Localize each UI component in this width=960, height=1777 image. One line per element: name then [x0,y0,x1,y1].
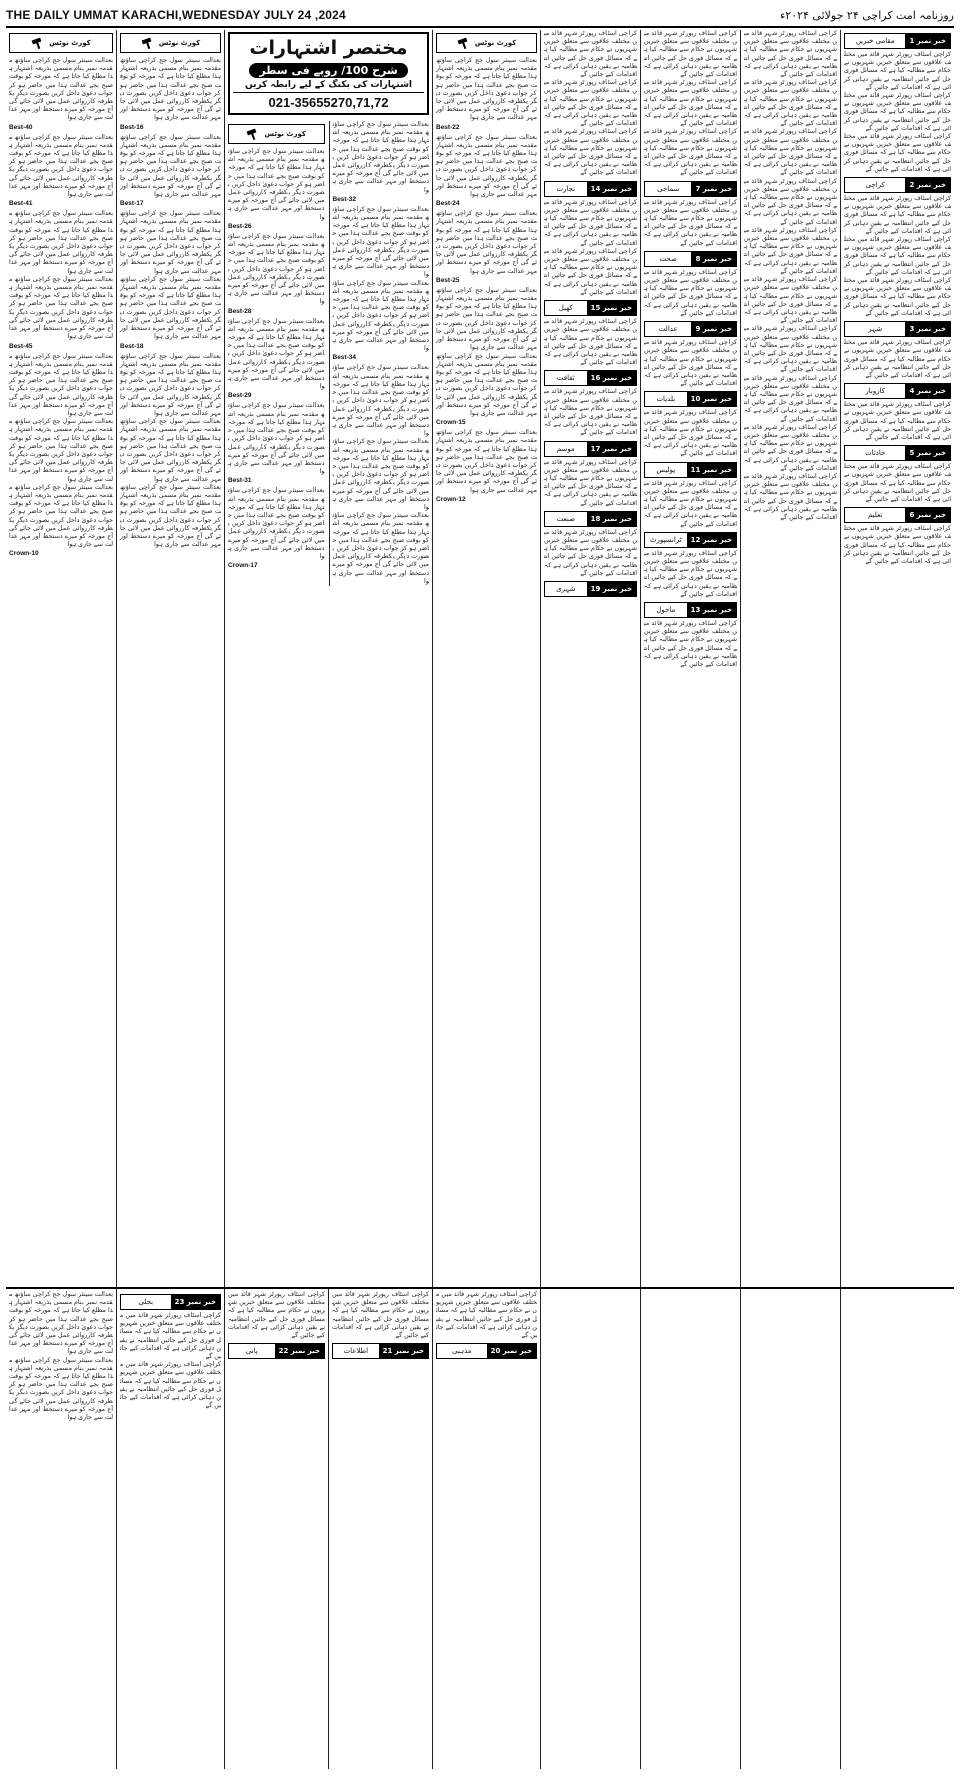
news-text: کراچی اسٹاف رپورٹر شہر قائد میں مختلف علاقوں سے متعلق خبریں شہریوں نے حکام سے مطالبہ کیا ہے کہ مسائل فوری حل کیے جائیں انتظامیہ نے یقین دہانی کرائی ہے کہ اقدامات کیے جائیں گے [332,1291,429,1340]
notice-text: بعدالت سینئر سول جج کراچی ساؤتھ مقدمہ نمبر بنام مسمی بذریعہ اشتہار ہذا مطلع کیا جاتا ہے کہ مورخہ کو بوقت صبح بجے عدالت ہذا میں حاضر ہو کر جواب دعویٰ داخل کریں بصورت دیگر یکطرفہ کارروائی عمل میں لائی جائے گی آج مورخہ کو میرے دستخط اور مہر عدالت سے جاری ہوا [436,429,537,494]
notice-code: Best-26 [228,222,252,230]
notice-code: Best-40 [9,123,33,131]
news-text: کراچی اسٹاف رپورٹر شہر قائد میں مختلف علاقوں سے متعلق خبریں شہریوں نے حکام سے مطالبہ کیا ہے کہ مسائل فوری حل کیے جائیں انتظامیہ نے یقین دہانی کرائی ہے کہ اقدامات کیے جائیں گے [544,388,637,437]
news-item-header: خبر نمبر 19 شہری [544,581,637,597]
columns-area [6,30,954,1769]
news-text: کراچی اسٹاف رپورٹر شہر قائد میں مختلف علاقوں سے متعلق خبریں شہریوں نے حکام سے مطالبہ کیا ہے کہ مسائل فوری حل کیے جائیں انتظامیہ نے یقین دہانی کرائی ہے کہ اقدامات کیے جائیں گے [436,1291,537,1340]
ad-rate: شرح 100/ روپے فی سطر [249,63,407,78]
news-text: کراچی اسٹاف رپورٹر شہر قائد میں مختلف علاقوں سے متعلق خبریں شہریوں نے حکام سے مطالبہ کیا ہے کہ مسائل فوری حل کیے جائیں انتظامیہ نے یقین دہانی کرائی ہے کہ اقدامات کیے جائیں گے [120,1361,221,1410]
notice-code: Crown-15 [436,419,466,427]
notice-text: بعدالت سینئر سول جج کراچی ساؤتھ مقدمہ نمبر بنام مسمی بذریعہ اشتہار ہذا مطلع کیا جاتا ہے کہ مورخہ کو بوقت صبح بجے عدالت ہذا میں حاضر ہو کر جواب دعویٰ داخل کریں بصورت دیگر یکطرفہ کارروائی عمل میں لائی جائے گی آج مورخہ کو میرے دستخط اور مہر عدالت سے جاری ہوا [9,483,113,549]
notice-text: بعدالت سینئر سول جج کراچی ساؤتھ مقدمہ نمبر بنام مسمی بذریعہ اشتہار ہذا مطلع کیا جاتا ہے کہ مورخہ کو بوقت صبح بجے عدالت ہذا میں حاضر ہو کر جواب دعویٰ داخل کریں بصورت دیگر یکطرفہ کارروائی عمل میں لائی جائے گی آج مورخہ کو میرے دستخط اور مہر عدالت سے جاری ہوا [332,205,429,279]
notice-code: Best-18 [120,342,144,350]
notice-text: بعدالت سینئر سول جج کراچی ساؤتھ مقدمہ نمبر بنام مسمی بذریعہ اشتہار ہذا مطلع کیا جاتا ہے کہ مورخہ کو بوقت صبح بجے عدالت ہذا میں حاضر ہو کر جواب دعویٰ داخل کریں بصورت دیگر یکطرفہ کارروائی عمل میں لائی جائے گی آج مورخہ کو میرے دستخط اور مہر عدالت سے جاری ہوا [228,402,325,476]
notice-text: بعدالت سینئر سول جج کراچی ساؤتھ مقدمہ نمبر بنام مسمی بذریعہ اشتہار ہذا مطلع کیا جاتا ہے کہ مورخہ کو بوقت صبح بجے عدالت ہذا میں حاضر ہو کر جواب دعویٰ داخل کریں بصورت دیگر یکطرفہ کارروائی عمل میں لائی جائے گی آج مورخہ کو میرے دستخط اور مہر عدالت سے جاری ہوا [9,418,113,483]
news-item-header: خبر نمبر 3 شہر [844,321,951,337]
news-text: کراچی اسٹاف رپورٹر شہر قائد میں مختلف علاقوں سے متعلق خبریں شہریوں نے حکام سے مطالبہ کیا ہے کہ مسائل فوری حل کیے جائیں انتظامیہ نے یقین دہانی کرائی ہے کہ اقدامات کیے جائیں گے [744,374,837,423]
news-text: کراچی اسٹاف رپورٹر شہر قائد میں مختلف علاقوں سے متعلق خبریں شہریوں نے حکام سے مطالبہ کیا ہے کہ مسائل فوری حل کیے جائیں انتظامیہ نے یقین دہانی کرائی ہے کہ اقدامات کیے جائیں گے [844,236,951,276]
notice-text: بعدالت سینئر سول جج کراچی ساؤتھ مقدمہ نمبر بنام مسمی بذریعہ اشتہار ہذا مطلع کیا جاتا ہے کہ مورخہ کو بوقت صبح بجے عدالت ہذا میں حاضر ہو کر جواب دعویٰ داخل کریں بصورت دیگر یکطرفہ کارروائی عمل میں لائی جائے گی آج مورخہ کو میرے دستخط اور مہر عدالت سے جاری ہوا [9,57,113,122]
court-notice-header: کورٹ نوٹس [9,33,113,53]
bottom-strip [6,1287,954,1769]
news-text: کراچی اسٹاف رپورٹر شہر قائد میں مختلف علاقوں سے متعلق خبریں شہریوں نے حکام سے مطالبہ کیا ہے کہ مسائل فوری حل کیے جائیں انتظامیہ نے یقین دہانی کرائی ہے کہ اقدامات کیے جائیں گے [844,401,951,441]
notice-text: بعدالت سینئر سول جج کراچی ساؤتھ مقدمہ نمبر بنام مسمی بذریعہ اشتہار ہذا مطلع کیا جاتا ہے کہ مورخہ کو بوقت صبح بجے عدالت ہذا میں حاضر ہو کر جواب دعویٰ داخل کریں بصورت دیگر یکطرفہ کارروائی عمل میں لائی جائے گی آج مورخہ کو میرے دستخط اور مہر عدالت سے جاری ہوا [120,483,221,549]
gavel-icon [457,38,471,48]
notice-code: Crown-12 [436,495,466,503]
news-text: کراچی اسٹاف رپورٹر شہر قائد میں مختلف علاقوں سے متعلق خبریں شہریوں نے حکام سے مطالبہ کیا ہے کہ مسائل فوری حل کیے جائیں انتظامیہ نے یقین دہانی کرائی ہے کہ اقدامات کیے جائیں گے [844,525,951,565]
notice-text: بعدالت سینئر سول جج کراچی ساؤتھ مقدمہ نمبر بنام مسمی بذریعہ اشتہار ہذا مطلع کیا جاتا ہے کہ مورخہ کو بوقت صبح بجے عدالت ہذا میں حاضر ہو کر جواب دعویٰ داخل کریں بصورت دیگر یکطرفہ کارروائی عمل میں لائی جائے گی آج مورخہ کو میرے دستخط اور مہر عدالت سے جاری ہوا [228,232,325,306]
notice-text: بعدالت سینئر سول جج کراچی ساؤتھ مقدمہ نمبر بنام مسمی بذریعہ اشتہار ہذا مطلع کیا جاتا ہے کہ مورخہ کو بوقت صبح بجے عدالت ہذا میں حاضر ہو کر جواب دعویٰ داخل کریں بصورت دیگر یکطرفہ کارروائی عمل میں لائی جائے گی آج مورخہ کو میرے دستخط اور مہر عدالت سے جاری ہوا [332,279,429,353]
notice-text: بعدالت سینئر سول جج کراچی ساؤتھ مقدمہ نمبر بنام مسمی بذریعہ اشتہار ہذا مطلع کیا جاتا ہے کہ مورخہ کو بوقت صبح بجے عدالت ہذا میں حاضر ہو کر جواب دعویٰ داخل کریں بصورت دیگر یکطرفہ کارروائی عمل میں لائی جائے گی آج مورخہ کو میرے دستخط اور مہر عدالت سے جاری ہوا [332,121,429,194]
notice-text: بعدالت سینئر سول جج کراچی ساؤتھ مقدمہ نمبر بنام مسمی بذریعہ اشتہار ہذا مطلع کیا جاتا ہے کہ مورخہ کو بوقت صبح بجے عدالت ہذا میں حاضر ہو کر جواب دعویٰ داخل کریں بصورت دیگر یکطرفہ کارروائی عمل میں لائی جائے گی آج مورخہ کو میرے دستخط اور مہر عدالت سے جاری ہوا [436,286,537,352]
notice-text: بعدالت سینئر سول جج کراچی ساؤتھ مقدمہ نمبر بنام مسمی بذریعہ اشتہار ہذا مطلع کیا جاتا ہے کہ مورخہ کو بوقت صبح بجے عدالت ہذا میں حاضر ہو کر جواب دعویٰ داخل کریں بصورت دیگر یکطرفہ کارروائی عمل میں لائی جائے گی آج مورخہ کو میرے دستخط اور مہر عدالت سے جاری ہوا [332,364,429,438]
notice-code: Best-29 [228,392,252,400]
news-text: کراچی اسٹاف رپورٹر شہر قائد میں مختلف علاقوں سے متعلق خبریں شہریوں نے حکام سے مطالبہ کیا ہے کہ مسائل فوری حل کیے جائیں انتظامیہ نے یقین دہانی کرائی ہے کہ اقدامات کیے جائیں گے [544,528,637,577]
notice-text: بعدالت سینئر سول جج کراچی ساؤتھ مقدمہ نمبر بنام مسمی بذریعہ اشتہار ہذا مطلع کیا جاتا ہے کہ مورخہ کو بوقت صبح بجے عدالت ہذا میں حاضر ہو کر جواب دعویٰ داخل کریں بصورت دیگر یکطرفہ کارروائی عمل میں لائی جائے گی آج مورخہ کو میرے دستخط اور مہر عدالت سے جاری ہوا [332,512,429,585]
notice-text: بعدالت سینئر سول جج کراچی ساؤتھ مقدمہ نمبر بنام مسمی بذریعہ اشتہار ہذا مطلع کیا جاتا ہے کہ مورخہ کو بوقت صبح بجے عدالت ہذا میں حاضر ہو کر جواب دعویٰ داخل کریں بصورت دیگر یکطرفہ کارروائی عمل میں لائی جائے گی آج مورخہ کو میرے دستخط اور مہر عدالت سے جاری ہوا [120,133,221,199]
gavel-icon [31,38,45,48]
bottom-col-4 [328,1289,432,1769]
bottom-col-1 [6,1289,116,1769]
news-text: کراچی اسٹاف رپورٹر شہر قائد میں مختلف علاقوں سے متعلق خبریں شہریوں نے حکام سے مطالبہ کیا ہے کہ مسائل فوری حل کیے جائیں انتظامیہ نے یقین دہانی کرائی ہے کہ اقدامات کیے جائیں گے [744,325,837,374]
news-text: کراچی اسٹاف رپورٹر شہر قائد میں مختلف علاقوں سے متعلق خبریں شہریوں نے حکام سے مطالبہ کیا ہے کہ مسائل فوری حل کیے جائیں انتظامیہ نے یقین دہانی کرائی ہے کہ اقدامات کیے جائیں گے [644,128,737,177]
notice-code: Crown-17 [228,562,258,570]
news-text: کراچی اسٹاف رپورٹر شہر قائد میں مختلف علاقوں سے متعلق خبریں شہریوں نے حکام سے مطالبہ کیا ہے کہ مسائل فوری حل کیے جائیں انتظامیہ نے یقین دہانی کرائی ہے کہ اقدامات کیے جائیں گے [744,276,837,325]
court-notice-header: کورٹ نوٹس [120,33,221,53]
notice-code: Best-34 [332,354,356,362]
news-text: کراچی اسٹاف رپورٹر شہر قائد میں مختلف علاقوں سے متعلق خبریں شہریوں نے حکام سے مطالبہ کیا ہے کہ مسائل فوری حل کیے جائیں انتظامیہ نے یقین دہانی کرائی ہے کہ اقدامات کیے جائیں گے [644,619,737,668]
news-item-header: خبر نمبر 13 ماحول [644,602,737,618]
news-item-header: خبر نمبر 5 حادثات [844,445,951,461]
notice-code: Best-41 [9,200,33,208]
notice-text: بعدالت سینئر سول جج کراچی ساؤتھ مقدمہ نمبر بنام مسمی بذریعہ اشتہار ہذا مطلع کیا جاتا ہے کہ مورخہ کو بوقت صبح بجے عدالت ہذا میں حاضر ہو کر جواب دعویٰ داخل کریں بصورت دیگر یکطرفہ کارروائی عمل میں لائی جائے گی آج مورخہ کو میرے دستخط اور مہر عدالت سے جاری ہوا [9,1291,113,1356]
news-item-header: خبر نمبر 1 مقامی خبریں [844,33,951,49]
news-item-header: خبر نمبر 23 بجلی [120,1294,221,1310]
masthead-english: THE DAILY UMMAT KARACHI,WEDNESDAY JULY 24 ,2024 [6,8,346,22]
news-text: کراچی اسٹاف رپورٹر شہر قائد میں مختلف علاقوں سے متعلق خبریں شہریوں نے حکام سے مطالبہ کیا ہے کہ مسائل فوری حل کیے جائیں انتظامیہ نے یقین دہانی کرائی ہے کہ اقدامات کیے جائیں گے [844,277,951,317]
notice-text: بعدالت سینئر سول جج کراچی ساؤتھ مقدمہ نمبر بنام مسمی بذریعہ اشتہار ہذا مطلع کیا جاتا ہے کہ مورخہ کو بوقت صبح بجے عدالت ہذا میں حاضر ہو کر جواب دعویٰ داخل کریں بصورت دیگر یکطرفہ کارروائی عمل میں لائی جائے گی آج مورخہ کو میرے دستخط اور مہر عدالت سے جاری ہوا [436,352,537,417]
bottom-col-5 [432,1289,540,1769]
news-item-header: خبر نمبر 6 تعلیم [844,507,951,523]
court-notice-header: کورٹ نوٹس [436,33,537,53]
news-item-header: خبر نمبر 8 صحت [644,251,737,267]
notice-text: بعدالت سینئر سول جج کراچی ساؤتھ مقدمہ نمبر بنام مسمی بذریعہ اشتہار ہذا مطلع کیا جاتا ہے کہ مورخہ کو بوقت صبح بجے عدالت ہذا میں حاضر ہو کر جواب دعویٰ داخل کریں بصورت دیگر یکطرفہ کارروائی عمل میں لائی جائے گی آج مورخہ کو میرے دستخط اور مہر عدالت سے جاری ہوا [228,317,325,391]
news-text: کراچی اسٹاف رپورٹر شہر قائد میں مختلف علاقوں سے متعلق خبریں شہریوں نے حکام سے مطالبہ کیا ہے کہ مسائل فوری حل کیے جائیں انتظامیہ نے یقین دہانی کرائی ہے کہ اقدامات کیے جائیں گے [844,92,951,132]
notice-text: بعدالت سینئر سول جج کراچی ساؤتھ مقدمہ نمبر بنام مسمی بذریعہ اشتہار ہذا مطلع کیا جاتا ہے کہ مورخہ کو بوقت صبح بجے عدالت ہذا میں حاضر ہو کر جواب دعویٰ داخل کریں بصورت دیگر یکطرفہ کارروائی عمل میں لائی جائے گی آج مورخہ کو میرے دستخط اور مہر عدالت سے جاری ہوا [9,352,113,417]
notice-text: بعدالت سینئر سول جج کراچی ساؤتھ مقدمہ نمبر بنام مسمی بذریعہ اشتہار ہذا مطلع کیا جاتا ہے کہ مورخہ کو بوقت صبح بجے عدالت ہذا میں حاضر ہو کر جواب دعویٰ داخل کریں بصورت دیگر یکطرفہ کارروائی عمل میں لائی جائے گی آج مورخہ کو میرے دستخط اور مہر عدالت سے جاری ہوا [9,133,113,199]
notice-text: بعدالت سینئر سول جج کراچی ساؤتھ مقدمہ نمبر بنام مسمی بذریعہ اشتہار ہذا مطلع کیا جاتا ہے کہ مورخہ کو بوقت صبح بجے عدالت ہذا میں حاضر ہو کر جواب دعویٰ داخل کریں بصورت دیگر یکطرفہ کارروائی عمل میں لائی جائے گی آج مورخہ کو میرے دستخط اور مہر عدالت سے جاری ہوا [120,275,221,341]
news-text: کراچی اسٹاف رپورٹر شہر قائد میں مختلف علاقوں سے متعلق خبریں شہریوں نے حکام سے مطالبہ کیا ہے کہ مسائل فوری حل کیے جائیں انتظامیہ نے یقین دہانی کرائی ہے کہ اقدامات کیے جائیں گے [644,409,737,458]
news-item-header: خبر نمبر 22 پانی [228,1343,325,1359]
news-item-header: خبر نمبر 20 مذہبی [436,1343,537,1359]
notice-code: Best-24 [436,200,460,208]
notice-code: Best-25 [436,276,460,284]
news-text: کراچی اسٹاف رپورٹر شہر قائد میں مختلف علاقوں سے متعلق خبریں شہریوں نے حکام سے مطالبہ کیا ہے کہ مسائل فوری حل کیے جائیں انتظامیہ نے یقین دہانی کرائی ہے کہ اقدامات کیے جائیں گے [120,1312,221,1361]
notice-code: Best-28 [228,307,252,315]
news-text: کراچی اسٹاف رپورٹر شہر قائد میں مختلف علاقوں سے متعلق خبریں شہریوں نے حکام سے مطالبہ کیا ہے کہ مسائل فوری حل کیے جائیں انتظامیہ نے یقین دہانی کرائی ہے کہ اقدامات کیے جائیں گے [544,128,637,177]
notice-text: بعدالت سینئر سول جج کراچی ساؤتھ مقدمہ نمبر بنام مسمی بذریعہ اشتہار ہذا مطلع کیا جاتا ہے کہ مورخہ کو بوقت صبح بجے عدالت ہذا میں حاضر ہو کر جواب دعویٰ داخل کریں بصورت دیگر یکطرفہ کارروائی عمل میں لائی جائے گی آج مورخہ کو میرے دستخط اور مہر عدالت سے جاری ہوا [9,1356,113,1422]
news-text: کراچی اسٹاف رپورٹر شہر قائد میں مختلف علاقوں سے متعلق خبریں شہریوں نے حکام سے مطالبہ کیا ہے کہ مسائل فوری حل کیے جائیں انتظامیہ نے یقین دہانی کرائی ہے کہ اقدامات کیے جائیں گے [228,1291,325,1340]
news-text: کراچی اسٹاف رپورٹر شہر قائد میں مختلف علاقوں سے متعلق خبریں شہریوں نے حکام سے مطالبہ کیا ہے کہ مسائل فوری حل کیے جائیں انتظامیہ نے یقین دہانی کرائی ہے کہ اقدامات کیے جائیں گے [644,30,737,79]
news-item-header: خبر نمبر 12 ٹرانسپورٹ [644,532,737,548]
notice-code: Best-17 [120,200,144,208]
news-text: کراچی اسٹاف رپورٹر شہر قائد میں مختلف علاقوں سے متعلق خبریں شہریوں نے حکام سے مطالبہ کیا ہے کہ مسائل فوری حل کیے جائیں انتظامیہ نے یقین دہانی کرائی ہے کہ اقدامات کیے جائیں گے [644,198,737,247]
notice-text: بعدالت سینئر سول جج کراچی ساؤتھ مقدمہ نمبر بنام مسمی بذریعہ اشتہار ہذا مطلع کیا جاتا ہے کہ مورخہ کو بوقت صبح بجے عدالت ہذا میں حاضر ہو کر جواب دعویٰ داخل کریں بصورت دیگر یکطرفہ کارروائی عمل میں لائی جائے گی آج مورخہ کو میرے دستخط اور مہر عدالت سے جاری ہوا [436,133,537,199]
news-text: کراچی اسٹاف رپورٹر شہر قائد میں مختلف علاقوں سے متعلق خبریں شہریوں نے حکام سے مطالبہ کیا ہے کہ مسائل فوری حل کیے جائیں انتظامیہ نے یقین دہانی کرائی ہے کہ اقدامات کیے جائیں گے [844,133,951,173]
news-text: کراچی اسٹاف رپورٹر شہر قائد میں مختلف علاقوں سے متعلق خبریں شہریوں نے حکام سے مطالبہ کیا ہے کہ مسائل فوری حل کیے جائیں انتظامیہ نے یقین دہانی کرائی ہے کہ اقدامات کیے جائیں گے [744,226,837,275]
news-text: کراچی اسٹاف رپورٹر شہر قائد میں مختلف علاقوں سے متعلق خبریں شہریوں نے حکام سے مطالبہ کیا ہے کہ مسائل فوری حل کیے جائیں انتظامیہ نے یقین دہانی کرائی ہے کہ اقدامات کیے جائیں گے [544,198,637,247]
news-text: کراچی اسٹاف رپورٹر شہر قائد میں مختلف علاقوں سے متعلق خبریں شہریوں نے حکام سے مطالبہ کیا ہے کہ مسائل فوری حل کیے جائیں انتظامیہ نے یقین دہانی کرائی ہے کہ اقدامات کیے جائیں گے [644,549,737,598]
news-item-header: خبر نمبر 11 پولیس [644,462,737,478]
notice-text: بعدالت سینئر سول جج کراچی ساؤتھ مقدمہ نمبر بنام مسمی بذریعہ اشتہار ہذا مطلع کیا جاتا ہے کہ مورخہ کو بوقت صبح بجے عدالت ہذا میں حاضر ہو کر جواب دعویٰ داخل کریں بصورت دیگر یکطرفہ کارروائی عمل میں لائی جائے گی آج مورخہ کو میرے دستخط اور مہر عدالت سے جاری ہوا [120,57,221,122]
news-text: کراچی اسٹاف رپورٹر شہر قائد میں مختلف علاقوں سے متعلق خبریں شہریوں نے حکام سے مطالبہ کیا ہے کہ مسائل فوری حل کیے جائیں انتظامیہ نے یقین دہانی کرائی ہے کہ اقدامات کیے جائیں گے [844,195,951,235]
notice-code: Best-22 [436,123,460,131]
news-text: کراچی اسٹاف رپورٹر شہر قائد میں مختلف علاقوں سے متعلق خبریں شہریوں نے حکام سے مطالبہ کیا ہے کہ مسائل فوری حل کیے جائیں انتظامیہ نے یقین دہانی کرائی ہے کہ اقدامات کیے جائیں گے [644,268,737,317]
news-text: کراچی اسٹاف رپورٹر شہر قائد میں مختلف علاقوں سے متعلق خبریں شہریوں نے حکام سے مطالبہ کیا ہے کہ مسائل فوری حل کیے جائیں انتظامیہ نے یقین دہانی کرائی ہے کہ اقدامات کیے جائیں گے [544,79,637,128]
notice-code: Best-16 [120,123,144,131]
masthead [6,4,954,28]
news-item-header: خبر نمبر 18 صنعت [544,511,637,527]
notice-text: بعدالت سینئر سول جج کراچی ساؤتھ مقدمہ نمبر بنام مسمی بذریعہ اشتہار ہذا مطلع کیا جاتا ہے کہ مورخہ کو بوقت صبح بجے عدالت ہذا میں حاضر ہو کر جواب دعویٰ داخل کریں بصورت دیگر یکطرفہ کارروائی عمل میں لائی جائے گی آج مورخہ کو میرے دستخط اور مہر عدالت سے جاری ہوا [120,352,221,417]
ad-title: مختصر اشتہارات [249,37,408,59]
news-item-header: خبر نمبر 17 موسم [544,441,637,457]
ad-booking: اشتہارات کی بکنگ کے لیے رابطہ کریں [244,80,413,90]
news-text: کراچی اسٹاف رپورٹر شہر قائد میں مختلف علاقوں سے متعلق خبریں شہریوں نے حکام سے مطالبہ کیا ہے کہ مسائل فوری حل کیے جائیں انتظامیہ نے یقین دہانی کرائی ہے کہ اقدامات کیے جائیں گے [744,423,837,472]
masthead-urdu: روزنامہ امت کراچی ۲۴ جولائی ۲۰۲۴ء [780,8,954,22]
notice-code: Crown-10 [9,550,39,558]
news-item-header: خبر نمبر 7 سماجی [644,181,737,197]
news-text: کراچی اسٹاف رپورٹر شہر قائد میں مختلف علاقوں سے متعلق خبریں شہریوں نے حکام سے مطالبہ کیا ہے کہ مسائل فوری حل کیے جائیں انتظامیہ نے یقین دہانی کرائی ہے کہ اقدامات کیے جائیں گے [744,128,837,177]
notice-text: بعدالت سینئر سول جج کراچی ساؤتھ مقدمہ نمبر بنام مسمی بذریعہ اشتہار ہذا مطلع کیا جاتا ہے کہ مورخہ کو بوقت صبح بجے عدالت ہذا میں حاضر ہو کر جواب دعویٰ داخل کریں بصورت دیگر یکطرفہ کارروائی عمل میں لائی جائے گی آج مورخہ کو میرے دستخط اور مہر عدالت سے جاری ہوا [228,487,325,560]
news-item-header: خبر نمبر 14 تجارت [544,181,637,197]
news-text: کراچی اسٹاف رپورٹر شہر قائد میں مختلف علاقوں سے متعلق خبریں شہریوں نے حکام سے مطالبہ کیا ہے کہ مسائل فوری حل کیے جائیں انتظامیہ نے یقین دہانی کرائی ہے کہ اقدامات کیے جائیں گے [544,247,637,296]
notice-code: Best-32 [332,195,356,203]
notice-text: بعدالت سینئر سول جج کراچی ساؤتھ مقدمہ نمبر بنام مسمی بذریعہ اشتہار ہذا مطلع کیا جاتا ہے کہ مورخہ کو بوقت صبح بجے عدالت ہذا میں حاضر ہو کر جواب دعویٰ داخل کریں بصورت دیگر یکطرفہ کارروائی عمل میں لائی جائے گی آج مورخہ کو میرے دستخط اور مہر عدالت سے جاری ہوا [332,438,429,511]
notice-text: بعدالت سینئر سول جج کراچی ساؤتھ مقدمہ نمبر بنام مسمی بذریعہ اشتہار ہذا مطلع کیا جاتا ہے کہ مورخہ کو بوقت صبح بجے عدالت ہذا میں حاضر ہو کر جواب دعویٰ داخل کریں بصورت دیگر یکطرفہ کارروائی عمل میں لائی جائے گی آج مورخہ کو میرے دستخط اور مہر عدالت سے جاری ہوا [9,210,113,275]
news-text: کراچی اسٹاف رپورٹر شہر قائد میں مختلف علاقوں سے متعلق خبریں شہریوں نے حکام سے مطالبہ کیا ہے کہ مسائل فوری حل کیے جائیں انتظامیہ نے یقین دہانی کرائی ہے کہ اقدامات کیے جائیں گے [744,79,837,128]
notice-text: بعدالت سینئر سول جج کراچی ساؤتھ مقدمہ نمبر بنام مسمی بذریعہ اشتہار ہذا مطلع کیا جاتا ہے کہ مورخہ کو بوقت صبح بجے عدالت ہذا میں حاضر ہو کر جواب دعویٰ داخل کریں بصورت دیگر یکطرفہ کارروائی عمل میں لائی جائے گی آج مورخہ کو میرے دستخط اور مہر عدالت سے جاری ہوا [436,210,537,275]
news-item-header: خبر نمبر 10 بلدیات [644,391,737,407]
news-text: کراچی اسٹاف رپورٹر شہر قائد میں مختلف علاقوں سے متعلق خبریں شہریوں نے حکام سے مطالبہ کیا ہے کہ مسائل فوری حل کیے جائیں انتظامیہ نے یقین دہانی کرائی ہے کہ اقدامات کیے جائیں گے [644,479,737,528]
news-text: کراچی اسٹاف رپورٹر شہر قائد میں مختلف علاقوں سے متعلق خبریں شہریوں نے حکام سے مطالبہ کیا ہے کہ مسائل فوری حل کیے جائیں انتظامیہ نے یقین دہانی کرائی ہے کہ اقدامات کیے جائیں گے [644,339,737,388]
gavel-icon [141,38,155,48]
notice-code: Best-45 [9,342,33,350]
news-text: کراچی اسٹاف رپورٹر شہر قائد میں مختلف علاقوں سے متعلق خبریں شہریوں نے حکام سے مطالبہ کیا ہے کہ مسائل فوری حل کیے جائیں انتظامیہ نے یقین دہانی کرائی ہے کہ اقدامات کیے جائیں گے [744,177,837,226]
news-text: کراچی اسٹاف رپورٹر شہر قائد میں مختلف علاقوں سے متعلق خبریں شہریوں نے حکام سے مطالبہ کیا ہے کہ مسائل فوری حل کیے جائیں انتظامیہ نے یقین دہانی کرائی ہے کہ اقدامات کیے جائیں گے [544,458,637,507]
notice-text: بعدالت سینئر سول جج کراچی ساؤتھ مقدمہ نمبر بنام مسمی بذریعہ اشتہار ہذا مطلع کیا جاتا ہے کہ مورخہ کو بوقت صبح بجے عدالت ہذا میں حاضر ہو کر جواب دعویٰ داخل کریں بصورت دیگر یکطرفہ کارروائی عمل میں لائی جائے گی آج مورخہ کو میرے دستخط اور مہر عدالت سے جاری ہوا [228,148,325,221]
notice-text: بعدالت سینئر سول جج کراچی ساؤتھ مقدمہ نمبر بنام مسمی بذریعہ اشتہار ہذا مطلع کیا جاتا ہے کہ مورخہ کو بوقت صبح بجے عدالت ہذا میں حاضر ہو کر جواب دعویٰ داخل کریں بصورت دیگر یکطرفہ کارروائی عمل میں لائی جائے گی آج مورخہ کو میرے دستخط اور مہر عدالت سے جاری ہوا [9,275,113,341]
bottom-col-2 [116,1289,224,1769]
news-text: کراچی اسٹاف رپورٹر شہر قائد میں مختلف علاقوں سے متعلق خبریں شہریوں نے حکام سے مطالبہ کیا ہے کہ مسائل فوری حل کیے جائیں انتظامیہ نے یقین دہانی کرائی ہے کہ اقدامات کیے جائیں گے [744,472,837,521]
ad-phone: 021-35655270,71,72 [233,92,424,110]
news-text: کراچی اسٹاف رپورٹر شہر قائد میں مختلف علاقوں سے متعلق خبریں شہریوں نے حکام سے مطالبہ کیا ہے کہ مسائل فوری حل کیے جائیں انتظامیہ نے یقین دہانی کرائی ہے کہ اقدامات کیے جائیں گے [744,30,837,79]
classified-ad-box [228,32,429,115]
news-item-header: خبر نمبر 16 ثقافت [544,370,637,386]
gavel-icon [246,129,260,139]
news-text: کراچی اسٹاف رپورٹر شہر قائد میں مختلف علاقوں سے متعلق خبریں شہریوں نے حکام سے مطالبہ کیا ہے کہ مسائل فوری حل کیے جائیں انتظامیہ نے یقین دہانی کرائی ہے کہ اقدامات کیے جائیں گے [644,79,737,128]
bottom-col-3 [224,1289,328,1769]
news-item-header: خبر نمبر 2 کراچی [844,177,951,193]
news-item-header: خبر نمبر 9 عدالت [644,321,737,337]
court-notice-header: کورٹ نوٹس [228,124,325,144]
notice-text: بعدالت سینئر سول جج کراچی ساؤتھ مقدمہ نمبر بنام مسمی بذریعہ اشتہار ہذا مطلع کیا جاتا ہے کہ مورخہ کو بوقت صبح بجے عدالت ہذا میں حاضر ہو کر جواب دعویٰ داخل کریں بصورت دیگر یکطرفہ کارروائی عمل میں لائی جائے گی آج مورخہ کو میرے دستخط اور مہر عدالت سے جاری ہوا [120,210,221,275]
news-text: کراچی اسٹاف رپورٹر شہر قائد میں مختلف علاقوں سے متعلق خبریں شہریوں نے حکام سے مطالبہ کیا ہے کہ مسائل فوری حل کیے جائیں انتظامیہ نے یقین دہانی کرائی ہے کہ اقدامات کیے جائیں گے [544,30,637,79]
news-item-header: خبر نمبر 21 اطلاعات [332,1343,429,1359]
notice-text: بعدالت سینئر سول جج کراچی ساؤتھ مقدمہ نمبر بنام مسمی بذریعہ اشتہار ہذا مطلع کیا جاتا ہے کہ مورخہ کو بوقت صبح بجے عدالت ہذا میں حاضر ہو کر جواب دعویٰ داخل کریں بصورت دیگر یکطرفہ کارروائی عمل میں لائی جائے گی آج مورخہ کو میرے دستخط اور مہر عدالت سے جاری ہوا [436,57,537,122]
news-item-header: خبر نمبر 4 کاروبار [844,383,951,399]
news-text: کراچی اسٹاف رپورٹر شہر قائد میں مختلف علاقوں سے متعلق خبریں شہریوں نے حکام سے مطالبہ کیا ہے کہ مسائل فوری حل کیے جائیں انتظامیہ نے یقین دہانی کرائی ہے کہ اقدامات کیے جائیں گے [844,339,951,379]
news-item-header: خبر نمبر 15 کھیل [544,300,637,316]
news-text: کراچی اسٹاف رپورٹر شہر قائد میں مختلف علاقوں سے متعلق خبریں شہریوں نے حکام سے مطالبہ کیا ہے کہ مسائل فوری حل کیے جائیں انتظامیہ نے یقین دہانی کرائی ہے کہ اقدامات کیے جائیں گے [844,463,951,503]
notice-code: Best-31 [228,477,252,485]
news-text: کراچی اسٹاف رپورٹر شہر قائد میں مختلف علاقوں سے متعلق خبریں شہریوں نے حکام سے مطالبہ کیا ہے کہ مسائل فوری حل کیے جائیں انتظامیہ نے یقین دہانی کرائی ہے کہ اقدامات کیے جائیں گے [544,318,637,367]
notice-text: بعدالت سینئر سول جج کراچی ساؤتھ مقدمہ نمبر بنام مسمی بذریعہ اشتہار ہذا مطلع کیا جاتا ہے کہ مورخہ کو بوقت صبح بجے عدالت ہذا میں حاضر ہو کر جواب دعویٰ داخل کریں بصورت دیگر یکطرفہ کارروائی عمل میں لائی جائے گی آج مورخہ کو میرے دستخط اور مہر عدالت سے جاری ہوا [120,418,221,483]
news-text: کراچی اسٹاف رپورٹر شہر قائد میں مختلف علاقوں سے متعلق خبریں شہریوں نے حکام سے مطالبہ کیا ہے کہ مسائل فوری حل کیے جائیں انتظامیہ نے یقین دہانی کرائی ہے کہ اقدامات کیے جائیں گے [844,51,951,91]
